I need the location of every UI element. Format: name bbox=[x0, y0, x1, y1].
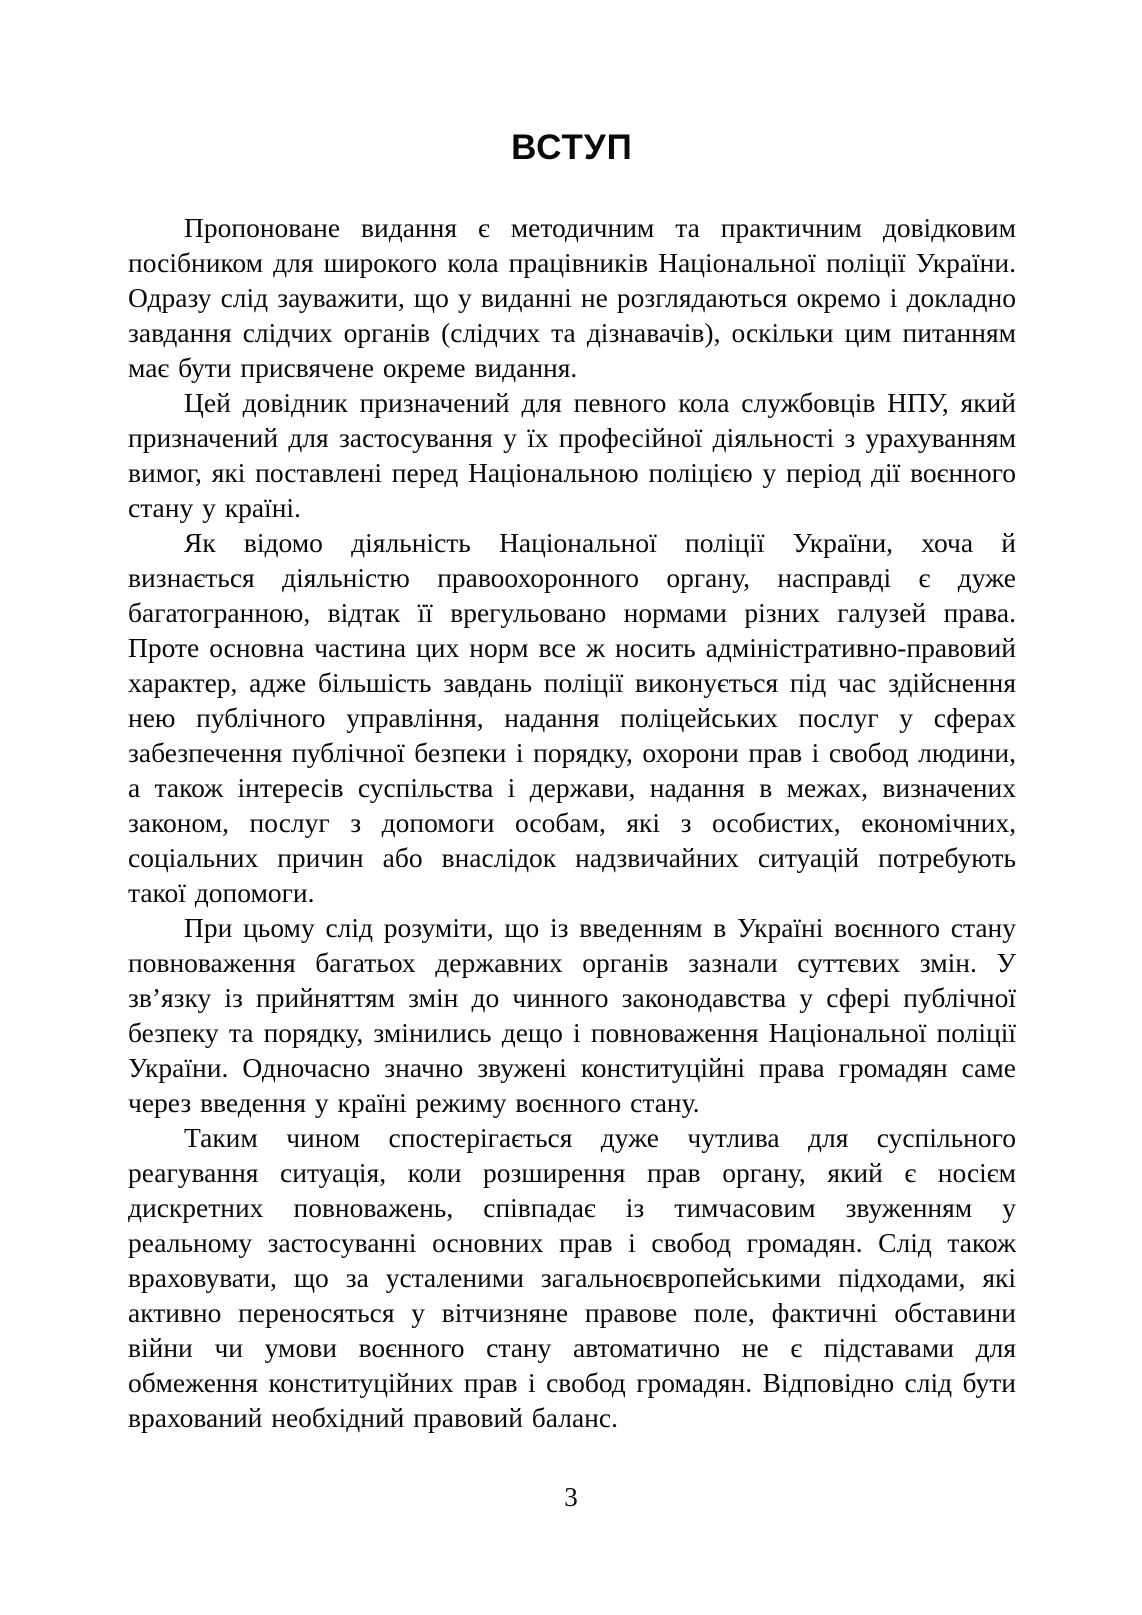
body-text bbox=[128, 210, 1016, 1435]
page-title: ВСТУП bbox=[511, 128, 633, 167]
page-content bbox=[128, 128, 1016, 1435]
page-number: 3 bbox=[564, 1482, 578, 1512]
paragraph: Таким чином спостерігається дуже чутлива для суспільного реагування ситуація, коли розширення прав органу, який є носієм дискретних повноважень, співпадає із тимчасовим звуженням у реальному застосуванні основних прав і свобод громадян. Слід також враховувати, що за усталеними загальноєвропейськими підходами, які активно переносяться у вітчизняне правове поле, фактичні обставини війни чи умови воєнного стану автоматично не є підставами для обмеження конституційних прав і свобод громадян. Відповідно слід бути врахований необхідний правовий баланс. bbox=[128, 1122, 1016, 1433]
paragraph: Як відомо діяльність Національної поліції України, хоча й визнається діяльністю правоохоронного органу, насправді є дуже багатогранною, відтак її врегульовано нормами різних галузей права. Проте основна частина цих норм все ж носить адміністративно-правовий характер, адже більшість завдань поліції виконується під час здійснення нею публічного управління, надання поліцейських послуг у сферах забезпечення публічної безпеки і порядку, охорони прав і свобод людини, а також інтересів суспільства і держави, надання в межах, визначених законом, послуг з допомоги особам, які з особистих, економічних, соціальних причин або внаслідок надзвичайних ситуацій потребують такої допомоги. bbox=[128, 527, 1016, 908]
paragraph: При цьому слід розуміти, що із введенням в Україні воєнного стану повноваження багатьох державних органів зазнали суттєвих змін. У зв’язку із прийняттям змін до чинного законодавства у сфері публічної безпеку та порядку, змінились дещо і повноваження Національної поліції України. Одночасно значно звужені конституційні права громадян саме через введення у країні режиму воєнного стану. bbox=[128, 912, 1016, 1118]
paragraph: Цей довідник призначений для певного кола службовців НПУ, який призначений для застосування у їх професійної діяльності з урахуванням вимог, які поставлені перед Національною поліцією у період дії воєнного стану у країні. bbox=[128, 387, 1016, 523]
paragraph: Пропоноване видання є методичним та практичним довідковим посібником для широкого кола працівників Національної поліції України. Одразу слід зауважити, що у виданні не розглядаються окремо і докладно завдання слідчих органів (слідчих та дізнавачів), оскільки цим питанням має бути присвячене окреме видання. bbox=[128, 212, 1016, 383]
